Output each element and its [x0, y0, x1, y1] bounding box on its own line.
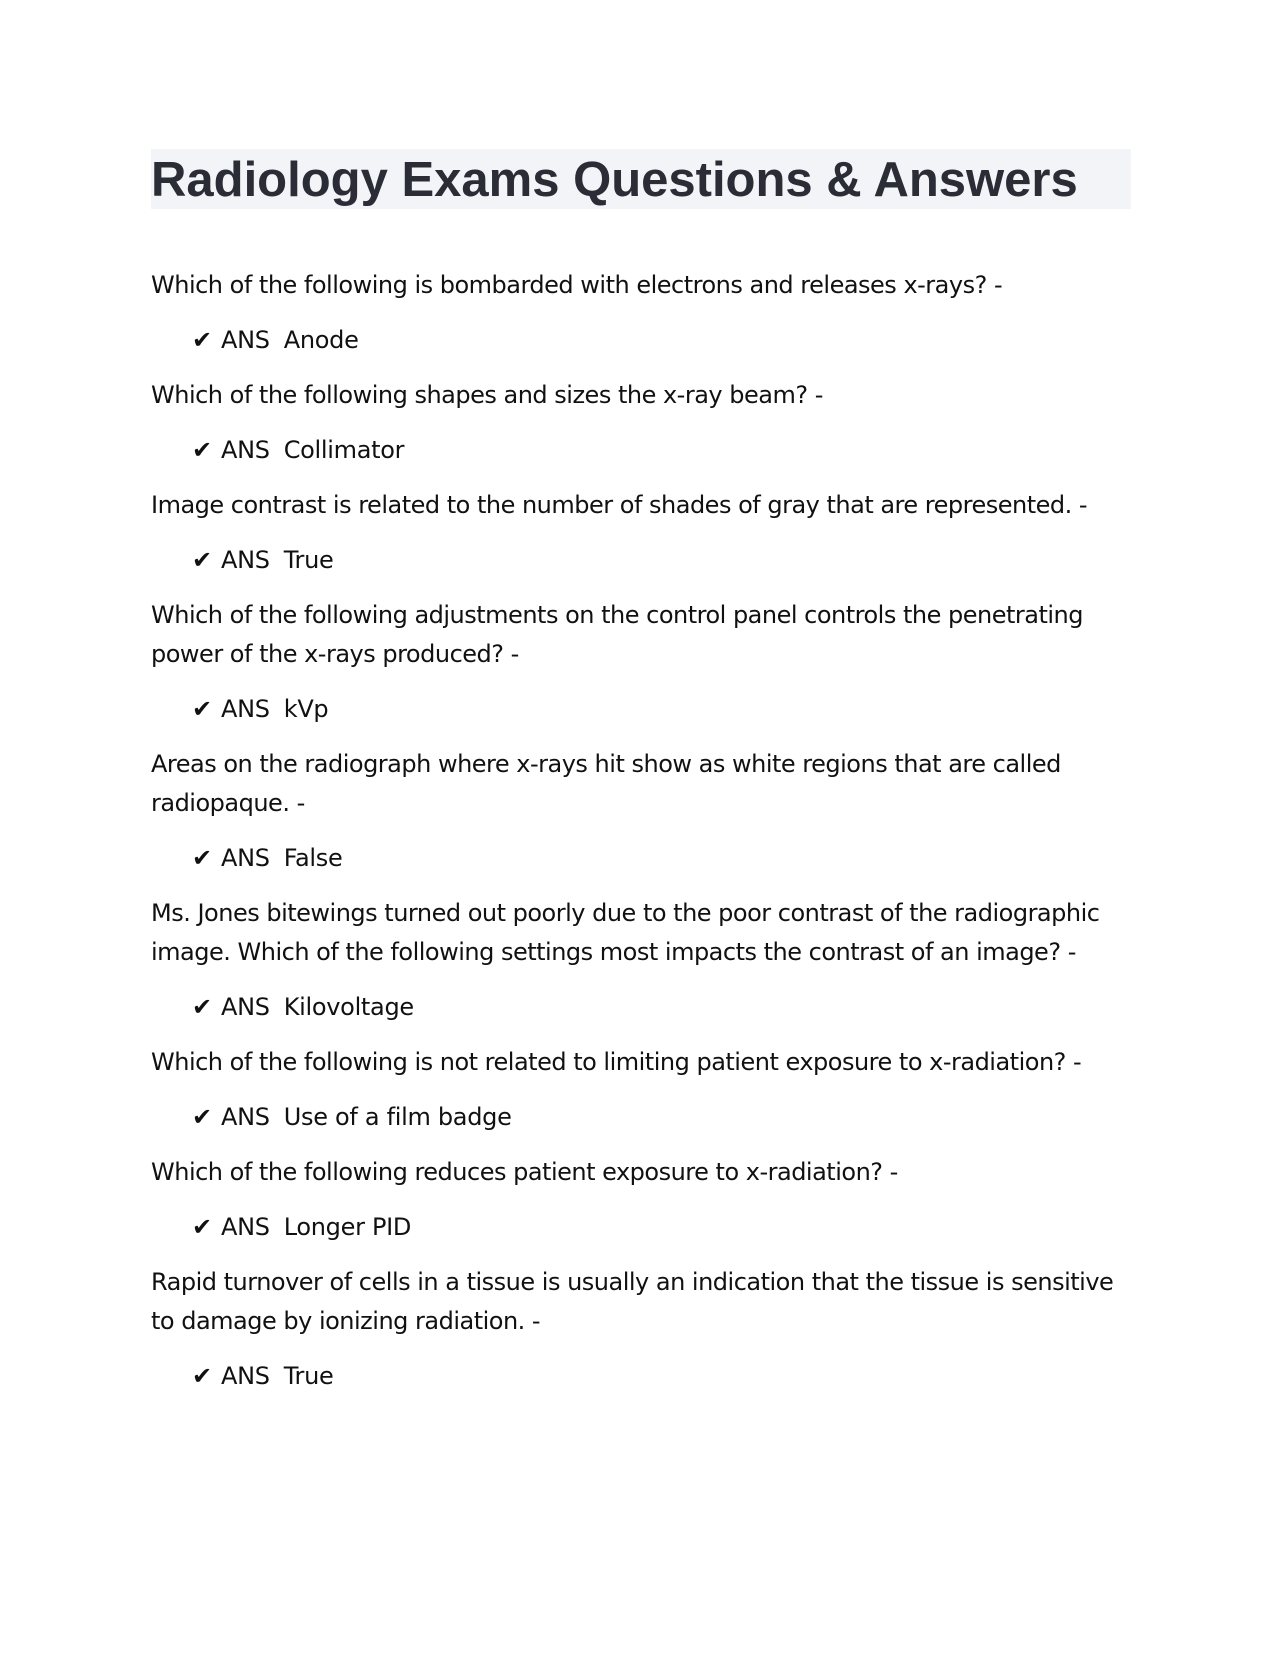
page-title: Radiology Exams Questions & Answers: [151, 153, 1078, 207]
answer-row: [192, 541, 1131, 580]
answer-row: [192, 690, 1131, 729]
answer-row: [192, 839, 1131, 878]
check-mark-icon: ✔: [192, 326, 212, 354]
question-text: Which of the following shapes and sizes the x-ray beam? -: [151, 381, 823, 409]
check-mark-icon: ✔: [192, 695, 212, 723]
question-text: Areas on the radiograph where x-rays hit show as white regions that are called radiopaque. -: [151, 750, 1061, 817]
answer-prefix: ANS: [221, 695, 270, 723]
check-mark-icon: ✔: [192, 546, 212, 574]
answer-prefix: ANS: [221, 1362, 270, 1390]
answer-text: Anode: [283, 326, 359, 354]
check-mark-icon: ✔: [192, 993, 212, 1021]
answer-prefix: ANS: [221, 844, 270, 872]
answer-prefix: ANS: [221, 436, 270, 464]
answer-row: [192, 988, 1131, 1027]
answer-prefix: ANS: [221, 326, 270, 354]
check-mark-icon: ✔: [192, 1362, 212, 1390]
question-text: Which of the following reduces patient exposure to x-radiation? -: [151, 1158, 898, 1186]
answer-prefix: ANS: [221, 546, 270, 574]
answer-text: Collimator: [283, 436, 405, 464]
answer-text: Use of a film badge: [283, 1103, 512, 1131]
question-text: Which of the following adjustments on the control panel controls the penetrating power of the x-rays produced? -: [151, 601, 1083, 668]
check-mark-icon: ✔: [192, 436, 212, 464]
answer-row: [192, 1098, 1131, 1137]
answer-text: True: [283, 1362, 334, 1390]
answer-row: [192, 321, 1131, 360]
answer-text: Longer PID: [283, 1213, 412, 1241]
answer-text: Kilovoltage: [283, 993, 414, 1021]
title-band: [151, 149, 1131, 209]
question-text: Which of the following is not related to limiting patient exposure to x-radiation? -: [151, 1048, 1082, 1076]
answer-text: kVp: [283, 695, 329, 723]
answer-row: [192, 1357, 1131, 1396]
answer-row: [192, 1208, 1131, 1247]
question-text: Ms. Jones bitewings turned out poorly due to the poor contrast of the radiographic image. Which of the following settings most impacts the contrast of an image? -: [151, 899, 1100, 966]
answer-prefix: ANS: [221, 993, 270, 1021]
check-mark-icon: ✔: [192, 844, 212, 872]
question-text: Image contrast is related to the number of shades of gray that are represented. -: [151, 491, 1088, 519]
answer-text: True: [283, 546, 334, 574]
answer-row: [192, 431, 1131, 470]
qa-list: [151, 266, 1131, 1396]
check-mark-icon: ✔: [192, 1213, 212, 1241]
answer-prefix: ANS: [221, 1103, 270, 1131]
question-text: Which of the following is bombarded with electrons and releases x-rays? -: [151, 271, 1003, 299]
answer-text: False: [283, 844, 343, 872]
answer-prefix: ANS: [221, 1213, 270, 1241]
document-page: [151, 149, 1131, 1412]
question-text: Rapid turnover of cells in a tissue is usually an indication that the tissue is sensitive to damage by ionizing radiation. -: [151, 1268, 1114, 1335]
check-mark-icon: ✔: [192, 1103, 212, 1131]
